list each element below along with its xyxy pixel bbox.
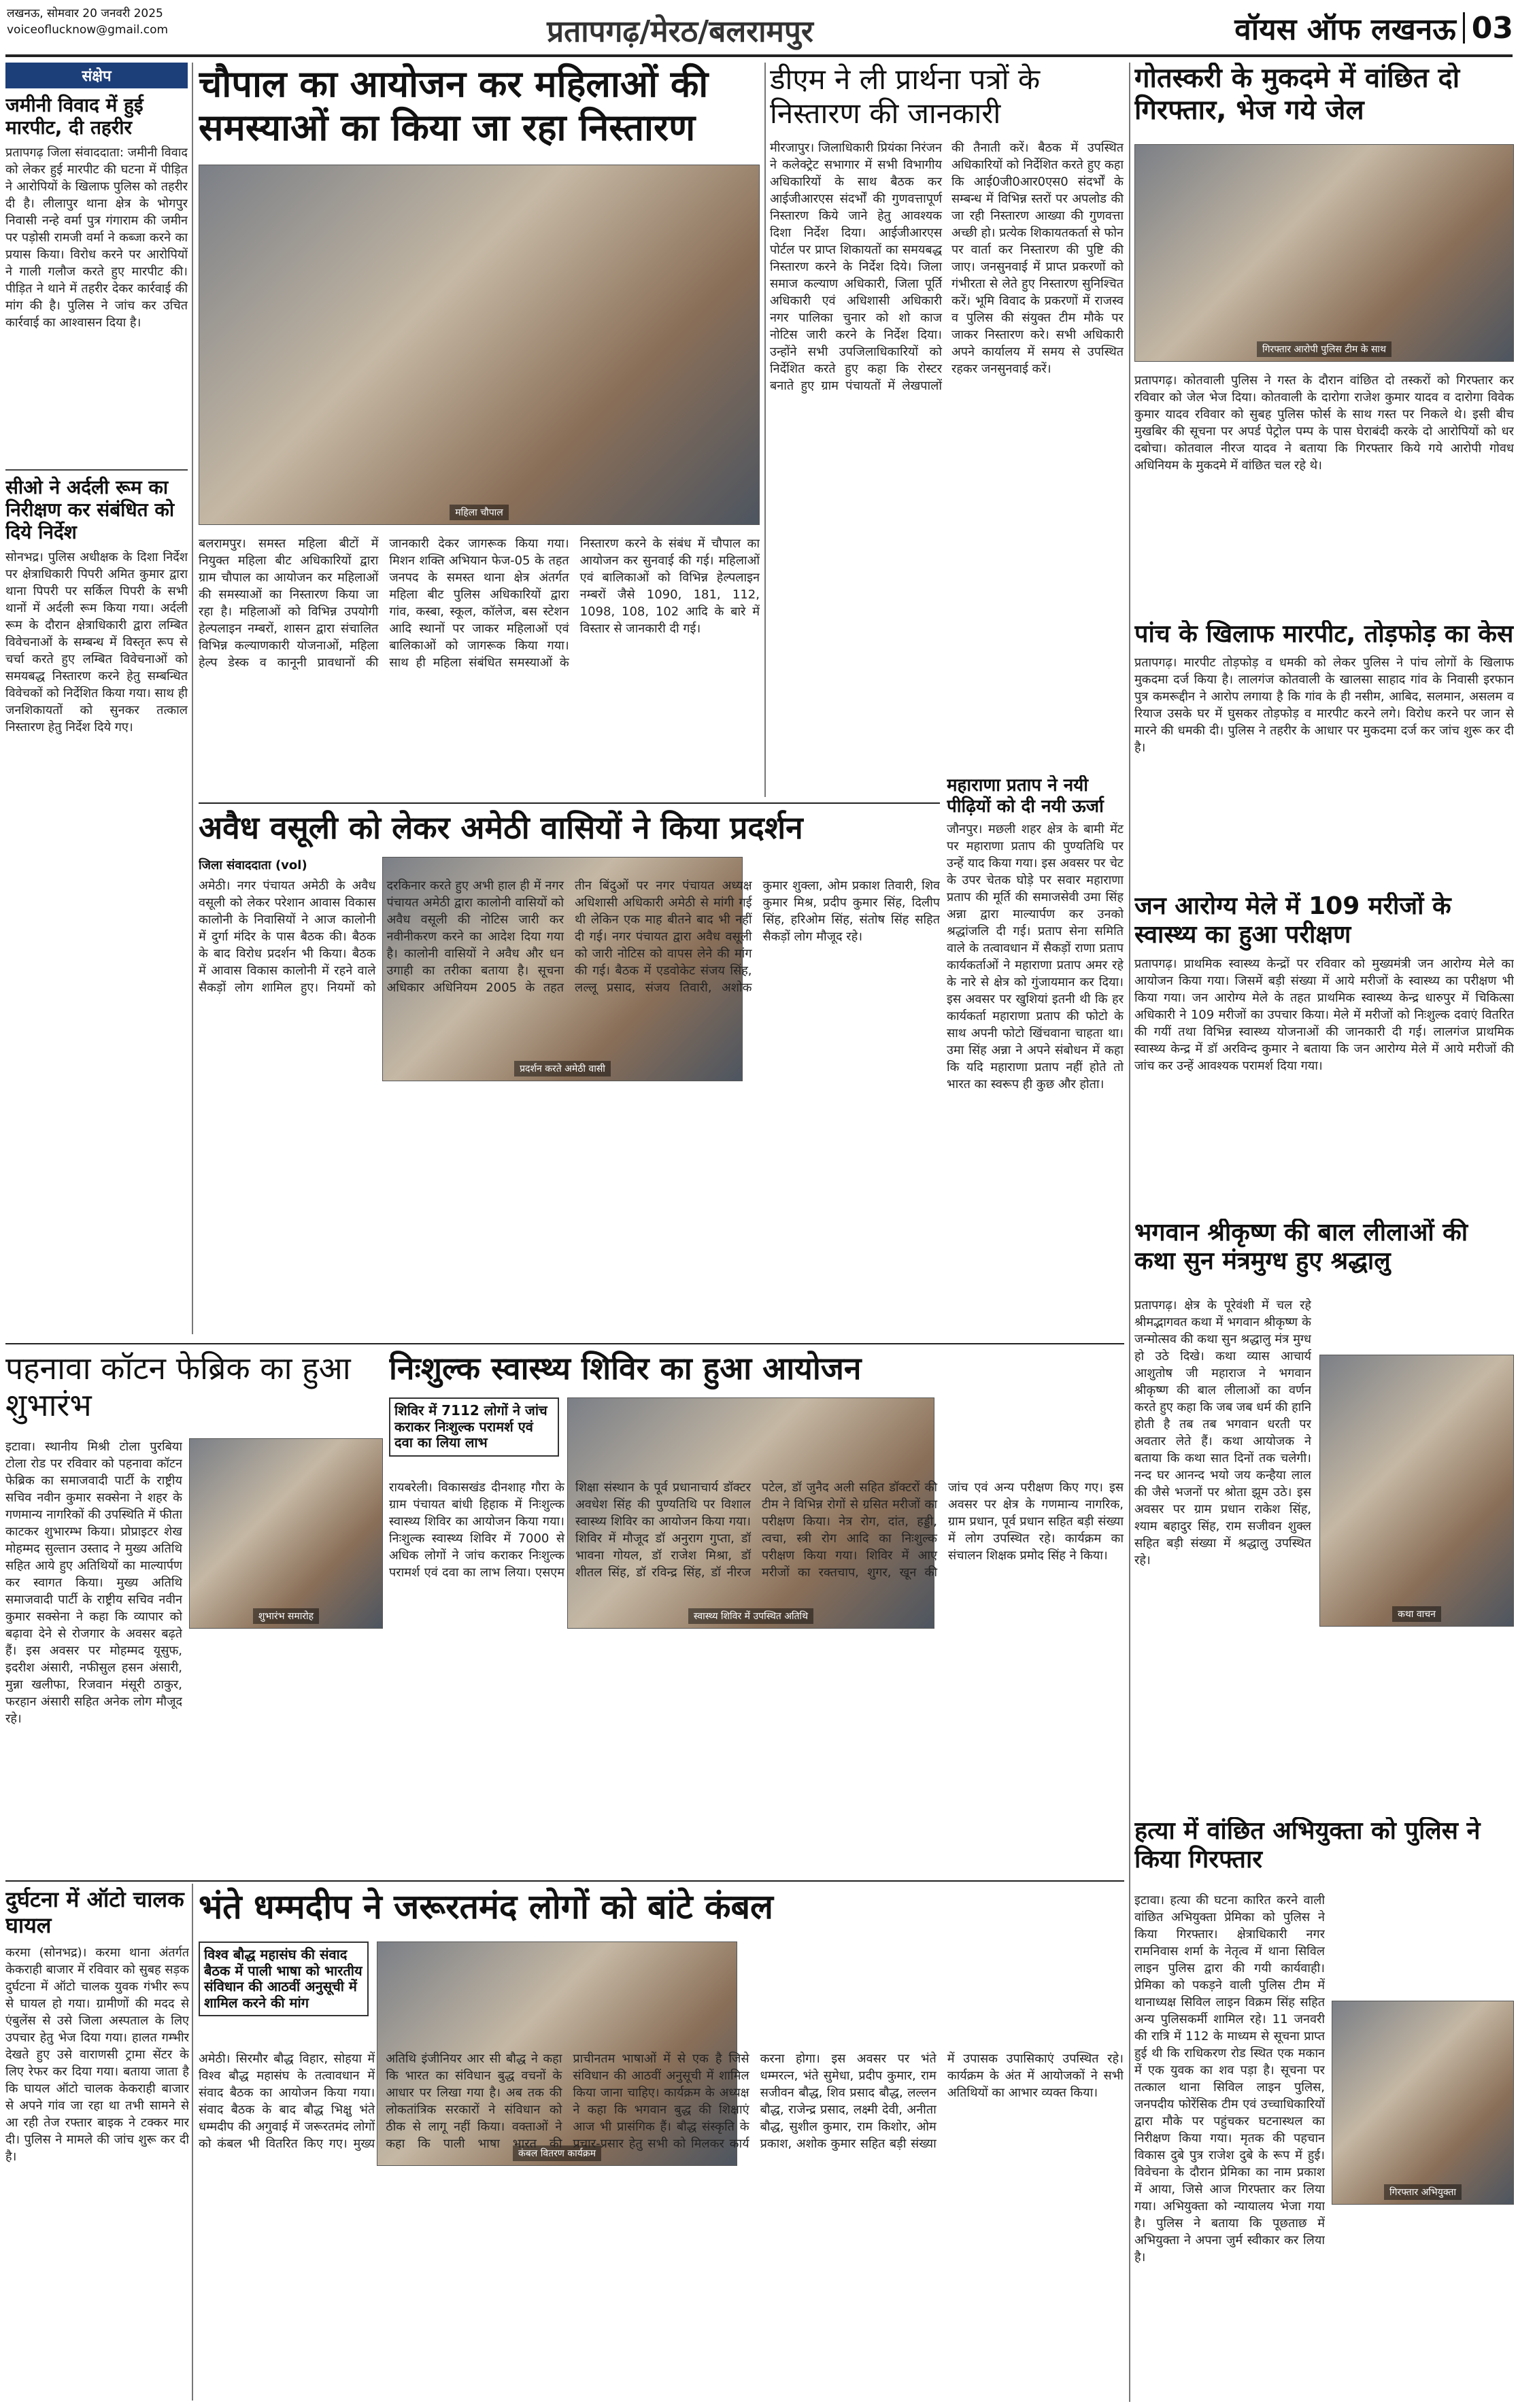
paper-name: वॉयस ऑफ लखनऊ (1234, 12, 1456, 47)
kambal-story (199, 1887, 1124, 2401)
krishna-photo (1319, 1355, 1514, 1627)
dm-headline: डीएम ने ली प्रार्थना पत्रों के निस्तारण की जानकारी (770, 63, 1041, 130)
hatya-body: इटावा। हत्या की घटना कारित करने वाली वांछित अभियुक्ता प्रेमिका को पुलिस ने किया गिरफ्तार। क्षेत्राधिकारी नगर रामनिवास शर्मा के नेतृत्व में थाना सिविल लाइन पुलिस द्वारा की गयी कार्यवाही। प्रेमिका को पकड़ने वाली पुलिस टीम में थानाध्यक्ष सिविल लाइन विक्रम सिंह सहित अन्य पुलिसकर्मी शामिल रहे। 11 जनवरी की रात्रि में 112 के माध्यम से सूचना प्राप्त हुई थी कि राधिकरण रोड स्थित एक मकान में एक युवक का शव पड़ा है। सूचना पर तत्काल थाना सिविल लाइन पुलिस, जनपदीय फोरेंसिक टीम एवं उच्चाधिकारियों द्वारा मौके पर पहुंचकर घटनास्थल का निरीक्षण किया गया। मृतक की पहचान विकास दुबे पुत्र राजेश दुबे के रूप में हुई। विवेचना के दौरान प्रेमिका का नाम प्रकाश में आया, जिसे आज गिरफ्तार कर लिया गया। अभियुक्ता को न्यायालय भेजा गया है। पुलिस ने बताया कि पूछताछ में अभियुक्ता ने अपना जुर्म स्वीकार कर लिया है। (1134, 1893, 1325, 2265)
gotaskari-story (1134, 63, 1514, 613)
shivir-story (389, 1350, 1124, 1877)
gotaskari-body: प्रतापगढ़। कोतवाली पुलिस ने गस्त के दौरान वांछित दो तस्करों को गिरफ्तार कर रविवार को जेल भेज दिया। कोतवाली के दारोगा राजेश कुमार यादव व दारोगा विवेक कुमार यादव रविवार को सुबह पुलिस फोर्स के साथ गस्त पर निकले थे। इसी बीच मुखबिर की सूचना पर अपर्ड पेट्रोल पम्प के पास घेराबंदी करके दो आरोपियों को धर दबोचा। कोतवाल नीरज यादव ने बताया कि गिरफ्तार किये गये आरोपी गोवध अधिनियम के मुकदमे में वांछित चल रहे थे। (1134, 373, 1514, 473)
dm-body: मीरजापुर। जिलाधिकारी प्रियंका निरंजन ने कलेक्ट्रेट सभागार में सभी विभागीय अधिकारियों के साथ बैठक कर आईजीआरएस संदर्भों की गुणवत्तापूर्ण निस्तारण किये जाने हेतु आवश्यक दिशा निर्देश दिया। आईजीआरएस पोर्टल पर प्राप्त शिकायतों का समयबद्ध निस्तारण करने के निर्देश दिये। जिला समाज कल्याण अधिकारी, जिला पूर्ति अधिकारी एवं अधिशासी अधिकारी नगर पालिका चुनार को शो काज नोटिस जारी करने के निर्देश दिया। उन्होंने सभी उपजिलाधिकारियों को निर्देशित करते हुए कहा कि रोस्टर बनाते हुए ग्राम पंचायतों में लेखपालों की तैनाती करें। बैठक में उपस्थित अधिकारियों को निर्देशित करते हुए कहा कि आई0जी0आर0एस0 संदर्भों के सम्बन्ध में विभिन्न स्तरों पर अपलोड की जा रही निस्तारण आख्या की गुणवत्ता अच्छी हो। प्रत्येक शिकायतकर्ता से फोन पर वार्ता कर निस्तारण की पुष्टि की जाए। जनसुनवाई में प्राप्त प्रकरणों को गंभीरता से लेते हुए निस्तारण सुनिश्चित करें। भूमि विवाद के प्रकरणों में राजस्व व पुलिस की संयुक्त टीम मौके पर जाकर निस्तारण करे। सभी अधिकारी अपने कार्यालय में समय से उपस्थित रहकर जनसुनवाई करें। (770, 141, 1124, 394)
marpit-body: प्रतापगढ़। मारपीट तोड़फोड़ व धमकी को लेकर पुलिस ने पांच लोगों के खिलाफ मुकदमा दर्ज किया है। लालगंज कोतवाली के खालसा साहाद गांव के निवासी इरफान पुत्र कमरूद्दीन ने आरोप लगाया है कि गांव के ही नसीम, आबिद, सलमान, असलम व रियाज उसके घर में घुसकर तोड़फोड़ व मारपीट करने लगे। विरोध करने पर जान से मारने की धमकी दी। पुलिस ने तहरीर के आधार पर मुकदमा दर्ज कर जांच शुरू कर दी है। (1134, 656, 1514, 756)
gotaskari-photo (1134, 144, 1514, 362)
amethi-body-text: अमेठी। नगर पंचायत अमेठी के अवैध वसूली को लेकर परेशान आवास विकास कालोनी के निवासियों ने आज कालोनी में दुर्गा मंदिर के पास बैठक की। बैठक के बाद विरोध प्रदर्शन भी किया। बैठक में आवास विकास कालोनी में रहने वाले सैकड़ों लोग शामिल हुए। नियमों को दरकिनार करते हुए अभी हाल ही में नगर पंचायत अमेठी द्वारा कालोनी वासियों को अवैध वसूली की नोटिस जारी कर नवीनीकरण करने का आदेश दिया गया है। कालोनी वासियों ने अवैध और धन उगाही का तरीका बताया है। सूचना अधिकार अधिनियम 2005 के तहत तीन बिंदुओं पर नगर पंचायत अध्यक्ष अधिशासी अधिकारी अमेठी से मांगी गई थी लेकिन एक माह बीतने बाद भी नहीं दी गई। नगर पंचायत द्वारा अवैध वसूली को जारी नोटिस को वापस लेने की मांग की गई। बैठक में एडवोकेट संजय सिंह, लल्लू प्रसाद, संजय तिवारी, अशोक कुमार शुक्ला, ओम प्रकाश तिवारी, शिव कुमार मिश्र, प्रदीप कुमार सिंह, दिलीप सिंह, हरिओम सिंह, संतोष सिंह सहित सैकड़ों लोग मौजूद रहे। (199, 879, 940, 995)
shivir-headline: निःशुल्क स्वास्थ्य शिविर का हुआ आयोजन (389, 1350, 862, 1387)
section-rule (5, 1880, 1124, 1882)
marpit-headline: पांच के खिलाफ मारपीट, तोड़फोड़ का केस (1134, 620, 1514, 648)
aarogya-headline: जन आरोग्य मेले में 109 मरीजों के स्वास्थ्य का हुआ परीक्षण (1134, 892, 1451, 949)
brand-divider (1463, 12, 1465, 44)
amethi-body (199, 877, 940, 1333)
column-rule (764, 63, 766, 797)
pahnawa-photo-label: शुभारंभ समारोह (253, 1608, 319, 1624)
masthead-date-block (7, 5, 224, 46)
kambal-headline: भंते धम्मदीप ने जरूरतमंद लोगों को बांटे कंबल (199, 1887, 773, 1927)
column-rule (192, 63, 193, 1334)
column-rule (1129, 63, 1130, 2402)
pratap-body: जौनपुर। मछली शहर क्षेत्र के बामी मेंट पर महाराणा प्रताप की पुण्यतिथि पर उन्हें याद किया गया। इस अवसर पर चेट के उपर चेतक घोड़े पर सवार महाराणा प्रताप की मूर्ति की समाजसेवी उमा सिंह अन्ना द्वारा माल्यार्पण कर उनको श्रद्धांजलि दी गई। प्रताप सेना समिति वाले के तत्वावधान में सैकड़ों राणा प्रताप कार्यकर्ताओं ने महाराणा प्रताप अमर रहे के नारे से क्षेत्र को गुंजायमान कर दिया। इस अवसर पर खुशियां इतनी थी कि हर कार्यकर्ता महाराणा प्रताप की फोटो के साथ अपनी फोटो खिंचवाना चाहता था। उमा सिंह अन्ना ने अपने संबोधन में कहा कि यदि महाराणा प्रताप नहीं होते तो भारत का स्वरूप ही कुछ और होता। (947, 822, 1124, 1092)
column-rule (192, 1884, 193, 2401)
sankshep-story2-headline: सीओ ने अर्दली रूम का निरीक्षण कर संबंधित को दिये निर्देश (5, 476, 175, 544)
section-title: प्रतापगढ़/मेरठ/बलरामपुर (547, 14, 813, 49)
chaupal-story (199, 63, 760, 797)
pahnawa-story (5, 1350, 383, 1877)
hatya-headline: हत्या में वांछित अभियुक्ता को पुलिस ने किया गिरफ्तार (1134, 1817, 1481, 1874)
shivir-photo-label: स्वास्थ्य शिविर में उपस्थित अतिथि (688, 1608, 813, 1624)
hatya-photo-label: गिरफ्तार अभियुक्ता (1384, 2184, 1462, 2200)
sankshep-story2-body: सोनभद्र। पुलिस अधीक्षक के दिशा निर्देश पर क्षेत्राधिकारी पिपरी अमित कुमार द्वारा थाना पिपरी पर सर्किल पिपरी के सभी थानों में अर्दली रूम किया गया। अर्दली रूम के दौरान क्षेत्राधिकारी द्वारा लम्बित विवेचनाओं के सम्बन्ध में विस्तृत रूप से चर्चा करते हुए लम्बित विवेचनाओं को समयबद्ध निस्तारण करने हेतु सम्बन्धित विवेचकों को निर्देशित किया गया। साथ ही जनशिकायतों को सुनकर तत्काल निस्तारण हेतु निर्देश दिये गए। (5, 550, 188, 735)
krishna-story (1134, 1219, 1514, 1810)
krishna-headline: भगवान श्रीकृष्ण की बाल लीलाओं की कथा सुन मंत्रमुग्ध हुए श्रद्धालु (1134, 1219, 1468, 1276)
durghatna-headline: दुर्घटना में ऑटो चालक घायल (5, 1887, 184, 1938)
chaupal-photo-label: महिला चौपाल (450, 505, 509, 520)
story-divider (5, 469, 188, 471)
amethi-byline: जिला संवाददाता (vol) (199, 858, 307, 872)
krishna-body: प्रतापगढ़। क्षेत्र के पूरेवंशी में चल रहे श्रीमद्भागवत कथा में भगवान श्रीकृष्ण के जन्मोत्सव की कथा सुन श्रद्धालु मंत्र मुग्ध हो उठे दिखे। कथा व्यास आचार्य आशुतोष जी महाराज ने भगवान श्रीकृष्ण की बाल लीलाओं का वर्णन करते हुए कहा कि जब जब धर्म की हानि होती है तब तब भगवान धरती पर अवतार लेते हैं। कथा आयोजक ने बताया कि कथा सात दिनों तक चलेगी। नन्द घर आनन्द भयो जय कन्हैया लाल की जैसे भजनों पर श्रोता झूम उठे। इस अवसर पर ग्राम प्रधान राकेश सिंह, श्याम बहादुर सिंह, राम सजीवन शुक्ल सहित बड़ी संख्या में श्रद्धालु उपस्थित रहे। (1134, 1298, 1311, 1567)
pahnawa-body: इटावा। स्थानीय मिश्री टोला पुरबिया टोला रोड पर रविवार को पहनावा कॉटन फेब्रिक का समाजवादी पार्टी के राष्ट्रीय सचिव नवीन कुमार सक्सेना ने शहर के गणमान्य नागरिकों की उपस्थिति में फीता काटकर शुभारम्भ किया। प्रोप्राइटर शेख मोहम्मद सुल्तान उस्ताद ने मुख्य अतिथि सहित आये हुए अतिथियों का माल्यार्पण कर स्वागत किया। मुख्य अतिथि समाजवादी पार्टी के राष्ट्रीय सचिव नवीन कुमार सक्सेना ने कहा कि व्यापार को बढ़ावा देने से रोजगार के अवसर बढ़ते हैं। इस अवसर पर मोहम्मद यूसुफ, इदरीश अंसारी, नफीसुल हसन अंसारी, मुन्ना खलीफा, रिजवान मंसूरी ठाकुर, फरहान अंसारी सहित अनेक लोग मौजूद रहे। (5, 1440, 182, 1726)
krishna-photo-label: कथा वाचन (1392, 1606, 1441, 1622)
shivir-subheadline: शिविर में 7112 लोगों ने जांच कराकर निःशुल्क परामर्श एवं दवा का लिया लाभ (394, 1402, 547, 1451)
sankshep-label: संक्षेप (5, 63, 188, 88)
pahnawa-photo (189, 1438, 383, 1629)
gotaskari-headline: गोतस्करी के मुकदमे में वांछित दो गिरफ्तार, भेज गये जेल (1134, 63, 1460, 126)
shivir-body: रायबरेली। विकासखंड दीनशाह गौरा के ग्राम पंचायत बांधी हिहाक में निःशुल्क स्वास्थ्य शिविर का आयोजन किया गया। निःशुल्क स्वास्थ्य शिविर में 7000 से अधिक लोगों ने जांच कराकर निःशुल्क परामर्श एवं दवा का लाभ लिया। एसएम शिक्षा संस्थान के पूर्व प्रधानाचार्य डॉक्टर अवधेश सिंह की पुण्यतिथि पर विशाल स्वास्थ्य शिविर का आयोजन किया गया। शिविर में मौजूद डॉ अनुराग गुप्ता, डॉ भावना गोयल, डॉ राजेश मिश्रा, डॉ शीतल सिंह, डॉ रविन्द्र सिंह, डॉ नीरज पटेल, डॉ जुनैद अली सहित डॉक्टरों की टीम ने विभिन्न रोगों से ग्रसित मरीजों का परीक्षण किया। नेत्र रोग, दांत, हड्डी, त्वचा, स्त्री रोग आदि का निःशुल्क परीक्षण किया गया। शिविर में आए मरीजों का रक्तचाप, शुगर, खून की जांच एवं अन्य परीक्षण किए गए। इस अवसर पर क्षेत्र के गणमान्य नागरिक, ग्राम प्रधान, पूर्व प्रधान सहित बड़ी संख्या में लोग उपस्थित रहे। कार्यक्रम का संचालन शिक्षक प्रमोद सिंह ने किया। (389, 1480, 1124, 1580)
marpit-story (1134, 620, 1514, 885)
issue-date: लखनऊ, सोमवार 20 जनवरी 2025 (7, 7, 163, 20)
contact-email: voiceoflucknow@gmail.com (7, 23, 169, 37)
pratap-headline: महाराणा प्रताप ने नयी पीढ़ियों को दी नयी ऊर्जा (947, 775, 1104, 817)
kambal-box-headline: विश्व बौद्ध महासंघ की संवाद बैठक में पाली भाषा को भारतीय संविधान की आठवीं अनुसूची में शामिल करने की मांग (204, 1946, 362, 2011)
aarogya-story (1134, 892, 1514, 1212)
amethi-headline: अवैध वसूली को लेकर अमेठी वासियों ने किया प्रदर्शन (199, 809, 803, 846)
kambal-photo-label: कंबल वितरण कार्यक्रम (513, 2146, 601, 2161)
sankshep-story1-body: प्रतापगढ़ जिला संवाददाता: जमीनी विवाद को लेकर हुई मारपीट की घटना में पीड़ित ने आरोपियों के खिलाफ पुलिस को तहरीर दी है। लीलापुर थाना क्षेत्र के भोगपुर निवासी नन्हे वर्मा पुत्र गंगाराम की जमीन पर पड़ोसी रामजी वर्मा ने कब्जा करने का प्रयास किया। विरोध करने पर आरोपियों ने गाली गलौज करते हुए मारपीट की। पीड़ित ने थाने में तहरीर देकर कार्रवाई की मांग की है। पुलिस ने जांच कर उचित कार्रवाई का आश्वासन दिया है। (5, 146, 188, 330)
chaupal-headline: चौपाल का आयोजन कर महिलाओं की समस्याओं का किया जा रहा निस्तारण (199, 63, 709, 149)
shivir-subhead-box (389, 1397, 559, 1457)
sankshep-column (5, 63, 188, 1334)
pahnawa-headline: पहनावा कॉटन फेब्रिक का हुआ शुभारंभ (5, 1350, 351, 1424)
amethi-story (199, 809, 940, 1340)
section-rule (199, 802, 940, 804)
sankshep-story1-headline: जमीनी विवाद में हुई मारपीट, दी तहरीर (5, 94, 144, 139)
kambal-body: अमेठी। सिरमौर बौद्ध विहार, सोहया में विश्व बौद्ध महासंघ के तत्वावधान में संवाद बैठक का आयोजन किया गया। संवाद बैठक के बाद बौद्ध भिक्षु भंते धम्मदीप की अगुवाई में जरूरतमंद लोगों को कंबल भी वितरित किए गए। मुख्य अतिथि इंजीनियर आर सी बौद्ध ने कहा कि भारत का संविधान बुद्ध वचनों के आधार पर लिखा गया है। अब तक की लोकतांत्रिक सरकारों ने संविधान को ठीक से लागू नहीं किया। वक्ताओं ने कहा कि पाली भाषा भारत की प्राचीनतम भाषाओं में से एक है जिसे संविधान की आठवीं अनुसूची में शामिल किया जाना चाहिए। कार्यक्रम के अध्यक्ष ने कहा कि भगवान बुद्ध की शिक्षाएं आज भी प्रासंगिक हैं। बौद्ध संस्कृति के प्रचार-प्रसार हेतु सभी को मिलकर कार्य करना होगा। इस अवसर पर भंते धम्मरत्न, भंते सुमेधा, प्रदीप कुमार, राम सजीवन बौद्ध, शिव प्रसाद बौद्ध, लल्लन बौद्ध, राजेन्द्र प्रसाद, लक्ष्मी देवी, अनीता बौद्ध, सुशील कुमार, राम किशोर, ओम प्रकाश, अशोक कुमार सहित बड़ी संख्या में उपासक उपासिकाएं उपस्थित रहे। कार्यक्रम के अंत में आयोजकों ने सभी अतिथियों का आभार व्यक्त किया। (199, 2052, 1124, 2151)
page-number: 03 (1471, 10, 1513, 46)
hatya-story (1134, 1817, 1514, 2402)
aarogya-body: प्रतापगढ़। प्राथमिक स्वास्थ्य केन्द्रों पर रविवार को मुख्यमंत्री जन आरोग्य मेले का आयोजन किया गया। जिसमें बड़ी संख्या में आये मरीजों के स्वास्थ्य का परीक्षण भी किया गया। जन आरोग्य मेले के तहत प्राथमिक स्वास्थ्य केन्द्र धारुपुर में चिकित्सा अधिकारी ने 109 मरीजों का उपचार किया। मेले में मरीजों को निःशुल्क दवाएं वितरित की गयीं तथा विभिन्न स्वास्थ्य योजनाओं की जानकारी दी गई। लालगंज प्राथमिक स्वास्थ्य केन्द्र में डॉ अरविन्द कुमार ने बताया कि जन आरोग्य मेले में आये मरीजों की जांच कर उन्हें आवश्यक परामर्श दिया गया। (1134, 956, 1514, 1073)
durghatna-body: करमा (सोनभद्र)। करमा थाना अंतर्गत केकराही बाजार में रविवार को सुबह सड़क दुर्घटना में ऑटो चालक युवक गंभीर रूप से घायल हो गया। ग्रामीणों की मदद से एंबुलेंस से उसे जिला अस्पताल के लिए उपचार हेतु भेज दिया गया। हालत गम्भीर देखते हुए उसे वाराणसी ट्रामा सेंटर के लिए रेफर कर दिया गया। बताया जाता है कि घायल ऑटो चालक केकराही बाजार से अपने गांव जा रहा था तभी सामने से आ रही तेज रफ्तार बाइक ने टक्कर मार दी। पुलिस ने मामले की जांच शुरू कर दी है। (5, 1945, 189, 2164)
section-rule (5, 1343, 1124, 1344)
chaupal-photo (199, 165, 760, 525)
chaupal-body: बलरामपुर। समस्त महिला बीटों में नियुक्त महिला बीट अधिकारियों द्वारा ग्राम चौपाल का आयोजन कर महिलाओं की समस्याओं का निस्तारण किया जा रहा है। महिलाओं को विभिन्न उपयोगी हेल्पलाइन नम्बरों, शासन द्वारा संचालित विभिन्न कल्याणकारी योजनाओं, महिला हेल्प डेस्क व कानूनी प्रावधानों की जानकारी देकर जागरूक किया गया। मिशन शक्ति अभियान फेज-05 के तहत जनपद के समस्त थाना क्षेत्र अंतर्गत महिला बीट पुलिस अधिकारियों द्वारा गांव, कस्बा, स्कूल, कॉलेज, बस स्टेशन आदि स्थानों पर जाकर महिलाओं एवं बालिकाओं को जागरूक किया गया। साथ ही महिला संबंधित समस्याओं के निस्तारण करने के संबंध में चौपाल का आयोजन कर सुनवाई की गई। महिलाओं एवं बालिकाओं को विभिन्न हेल्पलाइन नम्बरों जैसे 1090, 181, 112, 1098, 108, 102 आदि के बारे में विस्तार से जानकारी दी गई। (199, 537, 760, 670)
kambal-subhead-box (199, 1941, 369, 2016)
gotaskari-photo-label: गिरफ्तार आरोपी पुलिस टीम के साथ (1257, 341, 1392, 357)
durghatna-story (5, 1887, 189, 2401)
masthead-rule (5, 54, 1513, 57)
hatya-photo (1332, 2001, 1514, 2205)
paper-brand (1224, 5, 1513, 50)
amethi-photo-label: प्रदर्शन करते अमेठी वासी (514, 1061, 611, 1076)
